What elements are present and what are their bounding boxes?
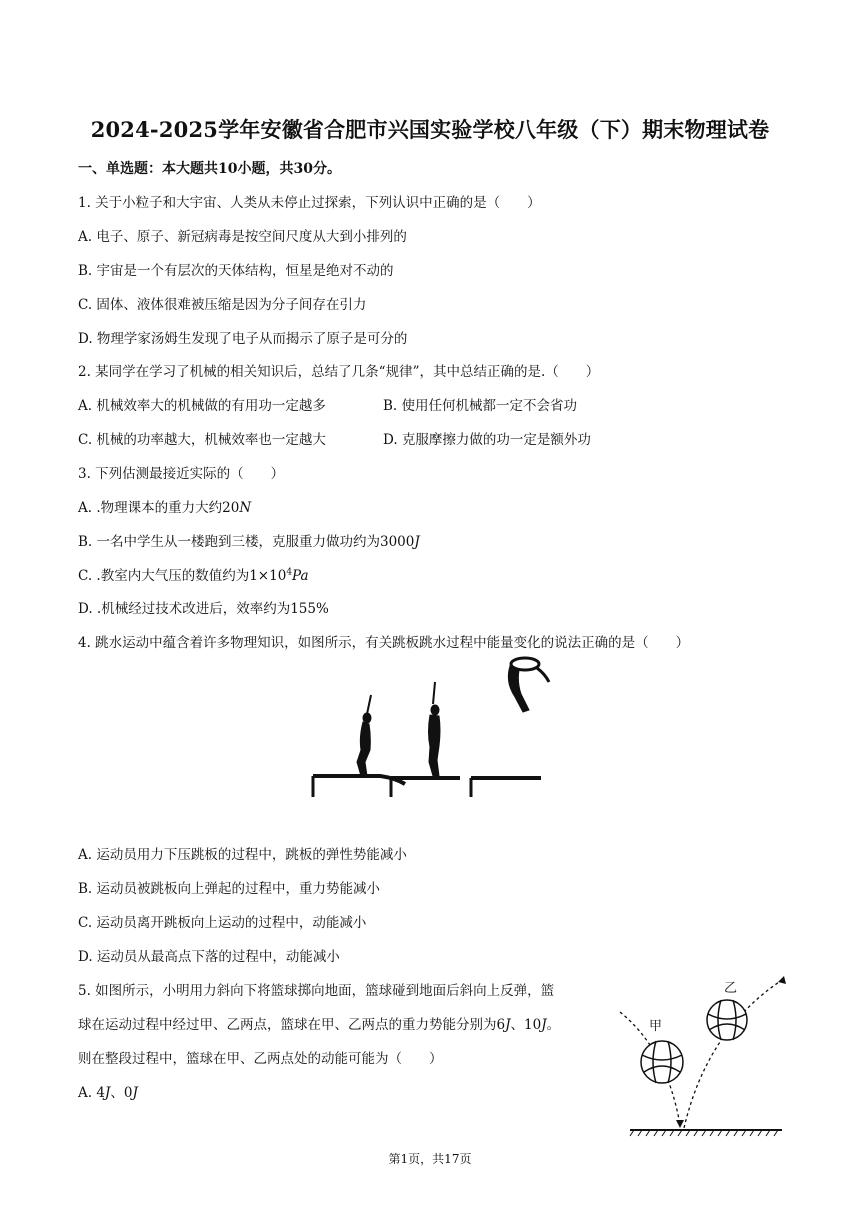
q5-line-2-text: 球在运动过程中经过甲、乙两点，篮球在甲、乙两点的重力势能分别为6 bbox=[78, 1017, 506, 1033]
diver-2 bbox=[429, 682, 441, 776]
q5-line-3: 则在整段过程中，篮球在甲、乙两点处的动能可能为（ ） bbox=[78, 1051, 443, 1067]
q3-stem: 3. 下列估测最接近实际的（ ） bbox=[78, 466, 285, 482]
page-footer: 第1页，共17页 bbox=[388, 1152, 472, 1166]
q3-c-unit: Pa bbox=[292, 568, 309, 584]
q1-option-d: D. 物理学家汤姆生发现了电子从而揭示了原子是可分的 bbox=[78, 331, 408, 347]
q3-c-exponent: 4 bbox=[286, 567, 293, 578]
q5-line-2 bbox=[78, 1013, 560, 1033]
q1-stem: 1. 关于小粒子和大宇宙、人类从未停止过探索，下列认识中正确的是（ ） bbox=[78, 195, 541, 211]
q5-line-2-mid: 、10 bbox=[510, 1017, 542, 1033]
q5-option-a bbox=[78, 1081, 138, 1101]
q3-b-unit: J bbox=[414, 534, 420, 550]
q1-option-a: A. 电子、原子、新冠病毒是按空间尺度从大到小排列的 bbox=[78, 229, 407, 245]
q4-option-b: B. 运动员被跳板向上弹起的过程中，重力势能减小 bbox=[78, 881, 381, 897]
basketball-jia bbox=[641, 1041, 683, 1083]
diver-1 bbox=[357, 695, 371, 776]
label-jia: 甲 bbox=[649, 1019, 663, 1034]
q5-line-1: 5. 如图所示，小明用力斜向下将篮球掷向地面，篮球碰到地面后斜向上反弹，篮 bbox=[78, 983, 555, 999]
q5-a-mid: 、0 bbox=[110, 1085, 133, 1101]
q3-option-b bbox=[78, 530, 420, 550]
basketball-yi bbox=[707, 1000, 747, 1040]
q2-option-d: D. 克服摩擦力做的功一定是额外功 bbox=[383, 432, 591, 448]
q1-option-b: B. 宇宙是一个有层次的天体结构，恒星是绝对不动的 bbox=[78, 263, 394, 279]
label-yi: 乙 bbox=[724, 981, 738, 996]
q4-option-d: D. 运动员从最高点下落的过程中，动能减小 bbox=[78, 949, 340, 965]
q3-option-d: D. .机械经过技术改进后，效率约为155% bbox=[78, 601, 329, 617]
q4-option-c: C. 运动员离开跳板向上运动的过程中，动能减小 bbox=[78, 915, 367, 931]
q5-unit-1: J bbox=[505, 1017, 511, 1033]
q2-option-b: B. 使用任何机械都一定不会省功 bbox=[383, 398, 578, 414]
q4-option-a: A. 运动员用力下压跳板的过程中，跳板的弹性势能减小 bbox=[78, 847, 407, 863]
q2-stem: 2. 某同学在学习了机械的相关知识后，总结了几条“规律”，其中总结正确的是.（ ） bbox=[78, 364, 600, 380]
q2-option-a: A. 机械效率大的机械做的有用功一定越多 bbox=[78, 398, 326, 414]
q1-option-c: C. 固体、液体很难被压缩是因为分子间存在引力 bbox=[78, 297, 367, 313]
q4-stem: 4. 跳水运动中蕴含着许多物理知识，如图所示，有关跳板跳水过程中能量变化的说法正确的是（ ） bbox=[78, 635, 690, 651]
q5-line-2-end: 。 bbox=[546, 1017, 561, 1033]
section-heading: 一、单选题：本大题共10小题，共30分。 bbox=[78, 161, 341, 177]
q3-option-c bbox=[78, 564, 309, 584]
diver-3 bbox=[508, 658, 549, 712]
q2-option-c: C. 机械的功率越大，机械效率也一定越大 bbox=[78, 432, 326, 448]
q3-option-a bbox=[78, 496, 251, 516]
q3-a-text: A. .物理课本的重力大约20 bbox=[78, 500, 240, 516]
q5-a-text: A. 4 bbox=[78, 1085, 105, 1101]
q3-b-text: B. 一名中学生从一楼跑到三楼，克服重力做功约为3000 bbox=[78, 534, 415, 550]
basketball-figure bbox=[612, 970, 797, 1140]
q5-unit-2: J bbox=[541, 1017, 547, 1033]
q5-a-unit-1: J bbox=[104, 1085, 111, 1101]
q3-a-unit: N bbox=[239, 500, 252, 516]
q3-c-text: C. .教室内大气压的数值约为1×10 bbox=[78, 568, 287, 584]
diving-figure bbox=[305, 652, 555, 810]
exam-title: 2024-2025学年安徽省合肥市兴国实验学校八年级（下）期末物理试卷 bbox=[90, 117, 770, 142]
q5-a-unit-2: J bbox=[132, 1085, 138, 1101]
